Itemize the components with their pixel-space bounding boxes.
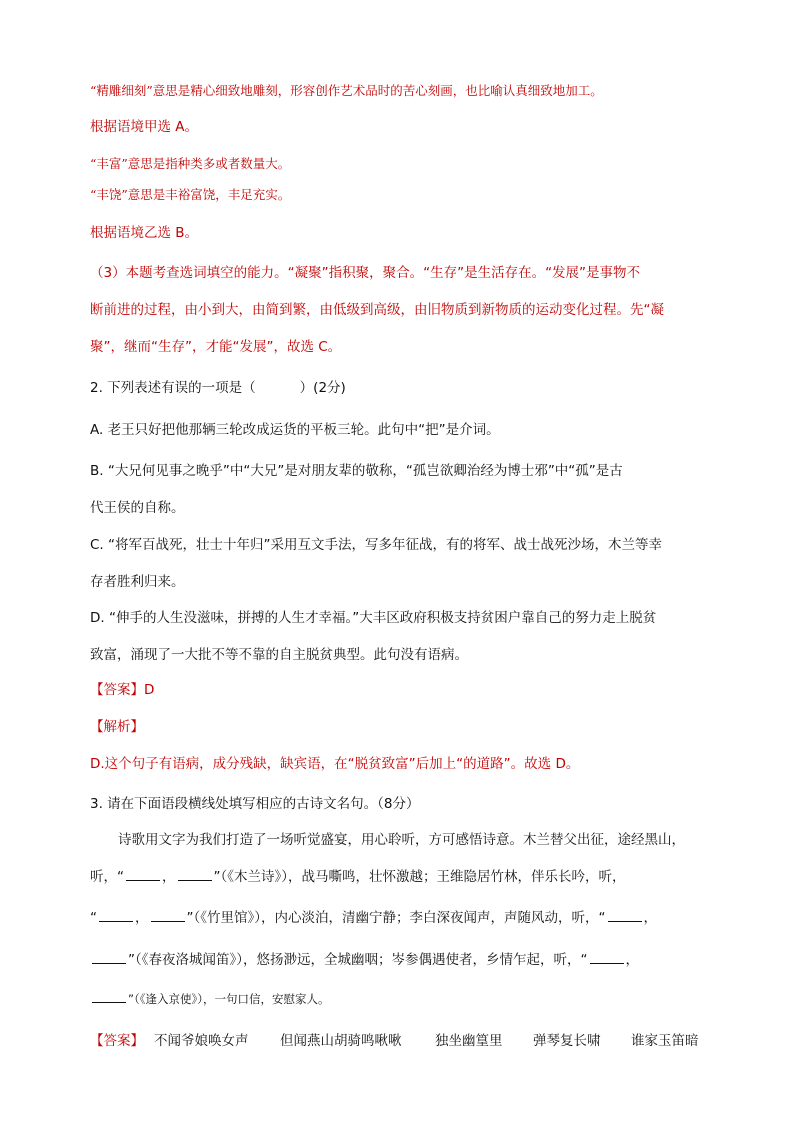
q2-stem-score: ）(2分) (299, 380, 346, 396)
q2-analysis-text: D.这个句子有语病，成分残缺，缺宾语，在“脱贫致富”后加上“的道路”。故选 D。 (90, 756, 580, 772)
q2-analysis-label: 【解析】 (90, 719, 144, 735)
explain-choose-a: 根据语境甲选 A。 (90, 119, 199, 135)
q3-stem: 3. 请在下面语段横线处填写相应的古诗文名句。（8分） (90, 796, 420, 812)
q3-paragraph-line4 (90, 951, 639, 969)
q3-line4-rest: ”（《春夜洛城闻笛》），悠扬渺远，全城幽咽；岑参偶遇使者，乡情乍起，听，“ (128, 952, 588, 968)
explain-part3-line2: 断前进的过程，由小到大，由简到繁，由低级到高级，由旧物质到新物质的运动变化过程。先“凝 (90, 302, 664, 318)
q3-blank-1 (126, 868, 160, 881)
q2-option-a: A. 老王只好把他那辆三轮改成运货的平板三轮。此句中“把”是介词。 (90, 422, 500, 438)
q3-blank-6 (92, 951, 126, 964)
q2-answer-value: D (144, 682, 155, 698)
explain-choose-b: 根据语境乙选 B。 (90, 225, 199, 241)
q3-blank-2 (178, 868, 212, 881)
q3-paragraph-line3 (90, 909, 657, 927)
q3-blank-3 (99, 909, 133, 922)
q3-paragraph-line1: 诗歌用文字为我们打造了一场听觉盛宴，用心聆听，方可感悟诗意。木兰替父出征，途经黑山， (118, 832, 685, 848)
q3-line3-sep: ， (135, 910, 149, 926)
q3-blank-5 (608, 909, 642, 922)
q3-line3-rest: ”（《竹里馆》），内心淡泊，清幽宁静；李白深夜闻声，声随风动，听，“ (186, 910, 606, 926)
q2-answer-label: 【答案】 (90, 682, 144, 698)
q3-line2-rest: ”（《木兰诗》），战马嘶鸣，壮怀激越；王维隐居竹林，伴乐长吟，听， (213, 869, 626, 885)
q2-option-b-line1: B. “大兄何见事之晚乎”中“大兄”是对朋友辈的敬称，“孤岂欲卿治经为博士邪”中“孤”是古 (90, 463, 623, 479)
explain-fengfu: “丰富”意思是指种类多或者数量大。 (90, 156, 291, 171)
explain-jingdiao: “精雕细刻”意思是精心细致地雕刻，形容创作艺术品时的苦心刻画，也比喻认真细致地加工。 (90, 83, 603, 98)
q2-stem (90, 379, 346, 397)
q3-line4-end: ， (625, 952, 639, 968)
q3-line5-rest: ”（《逢入京使》），一句口信，安慰家人。 (128, 992, 330, 1006)
q3-answer-3: 独坐幽篁里 (435, 1033, 503, 1049)
q3-line3-end: ， (643, 910, 657, 926)
q2-option-d-line1: D. “伸手的人生没滋味，拼搏的人生才幸福。”大丰区政府积极支持贫困户靠自己的努力走上脱贫 (90, 610, 657, 626)
explain-part3-line3: 聚”，继而“生存”，才能“发展”，故选 C。 (90, 339, 342, 355)
q2-option-b-line2: 代王侯的自称。 (90, 500, 185, 516)
q3-paragraph-line2 (90, 868, 626, 886)
q3-answer-5: 谁家玉笛暗 (631, 1033, 699, 1049)
q2-option-d-line2: 致富，涌现了一大批不等不靠的自主脱贫典型。此句没有语病。 (90, 647, 468, 663)
q2-option-c-line2: 存者胜利归来。 (90, 574, 185, 590)
q3-line3-open: “ (90, 910, 97, 926)
q3-line2-sep: ， (162, 869, 176, 885)
q3-blank-8 (92, 990, 126, 1003)
q3-answer-2: 但闻燕山胡骑鸣啾啾 (280, 1033, 402, 1049)
q3-answer-label: 【答案】 (90, 1033, 144, 1049)
q3-line2-open: 听，“ (90, 869, 124, 885)
q3-answer-1: 不闻爷娘唤女声 (154, 1033, 249, 1049)
explain-fengrao: “丰饶”意思是丰裕富饶，丰足充实。 (90, 187, 291, 202)
q2-stem-text: 2. 下列表述有误的一项是（ (90, 380, 256, 396)
q3-blank-7 (590, 951, 624, 964)
q3-paragraph-line5 (90, 990, 329, 1008)
q2-option-c-line1: C. “将军百战死，壮士十年归”采用互文手法，写多年征战，有的将军、战士战死沙场，木兰等幸 (90, 537, 662, 553)
q3-answer-4: 弹琴复长啸 (533, 1033, 601, 1049)
explain-part3-line1: （3）本题考查选词填空的能力。“凝聚”指积聚，聚合。“生存”是生活存在。“发展”是事物不 (90, 265, 641, 281)
q3-blank-4 (151, 909, 185, 922)
q2-answer (90, 681, 154, 699)
